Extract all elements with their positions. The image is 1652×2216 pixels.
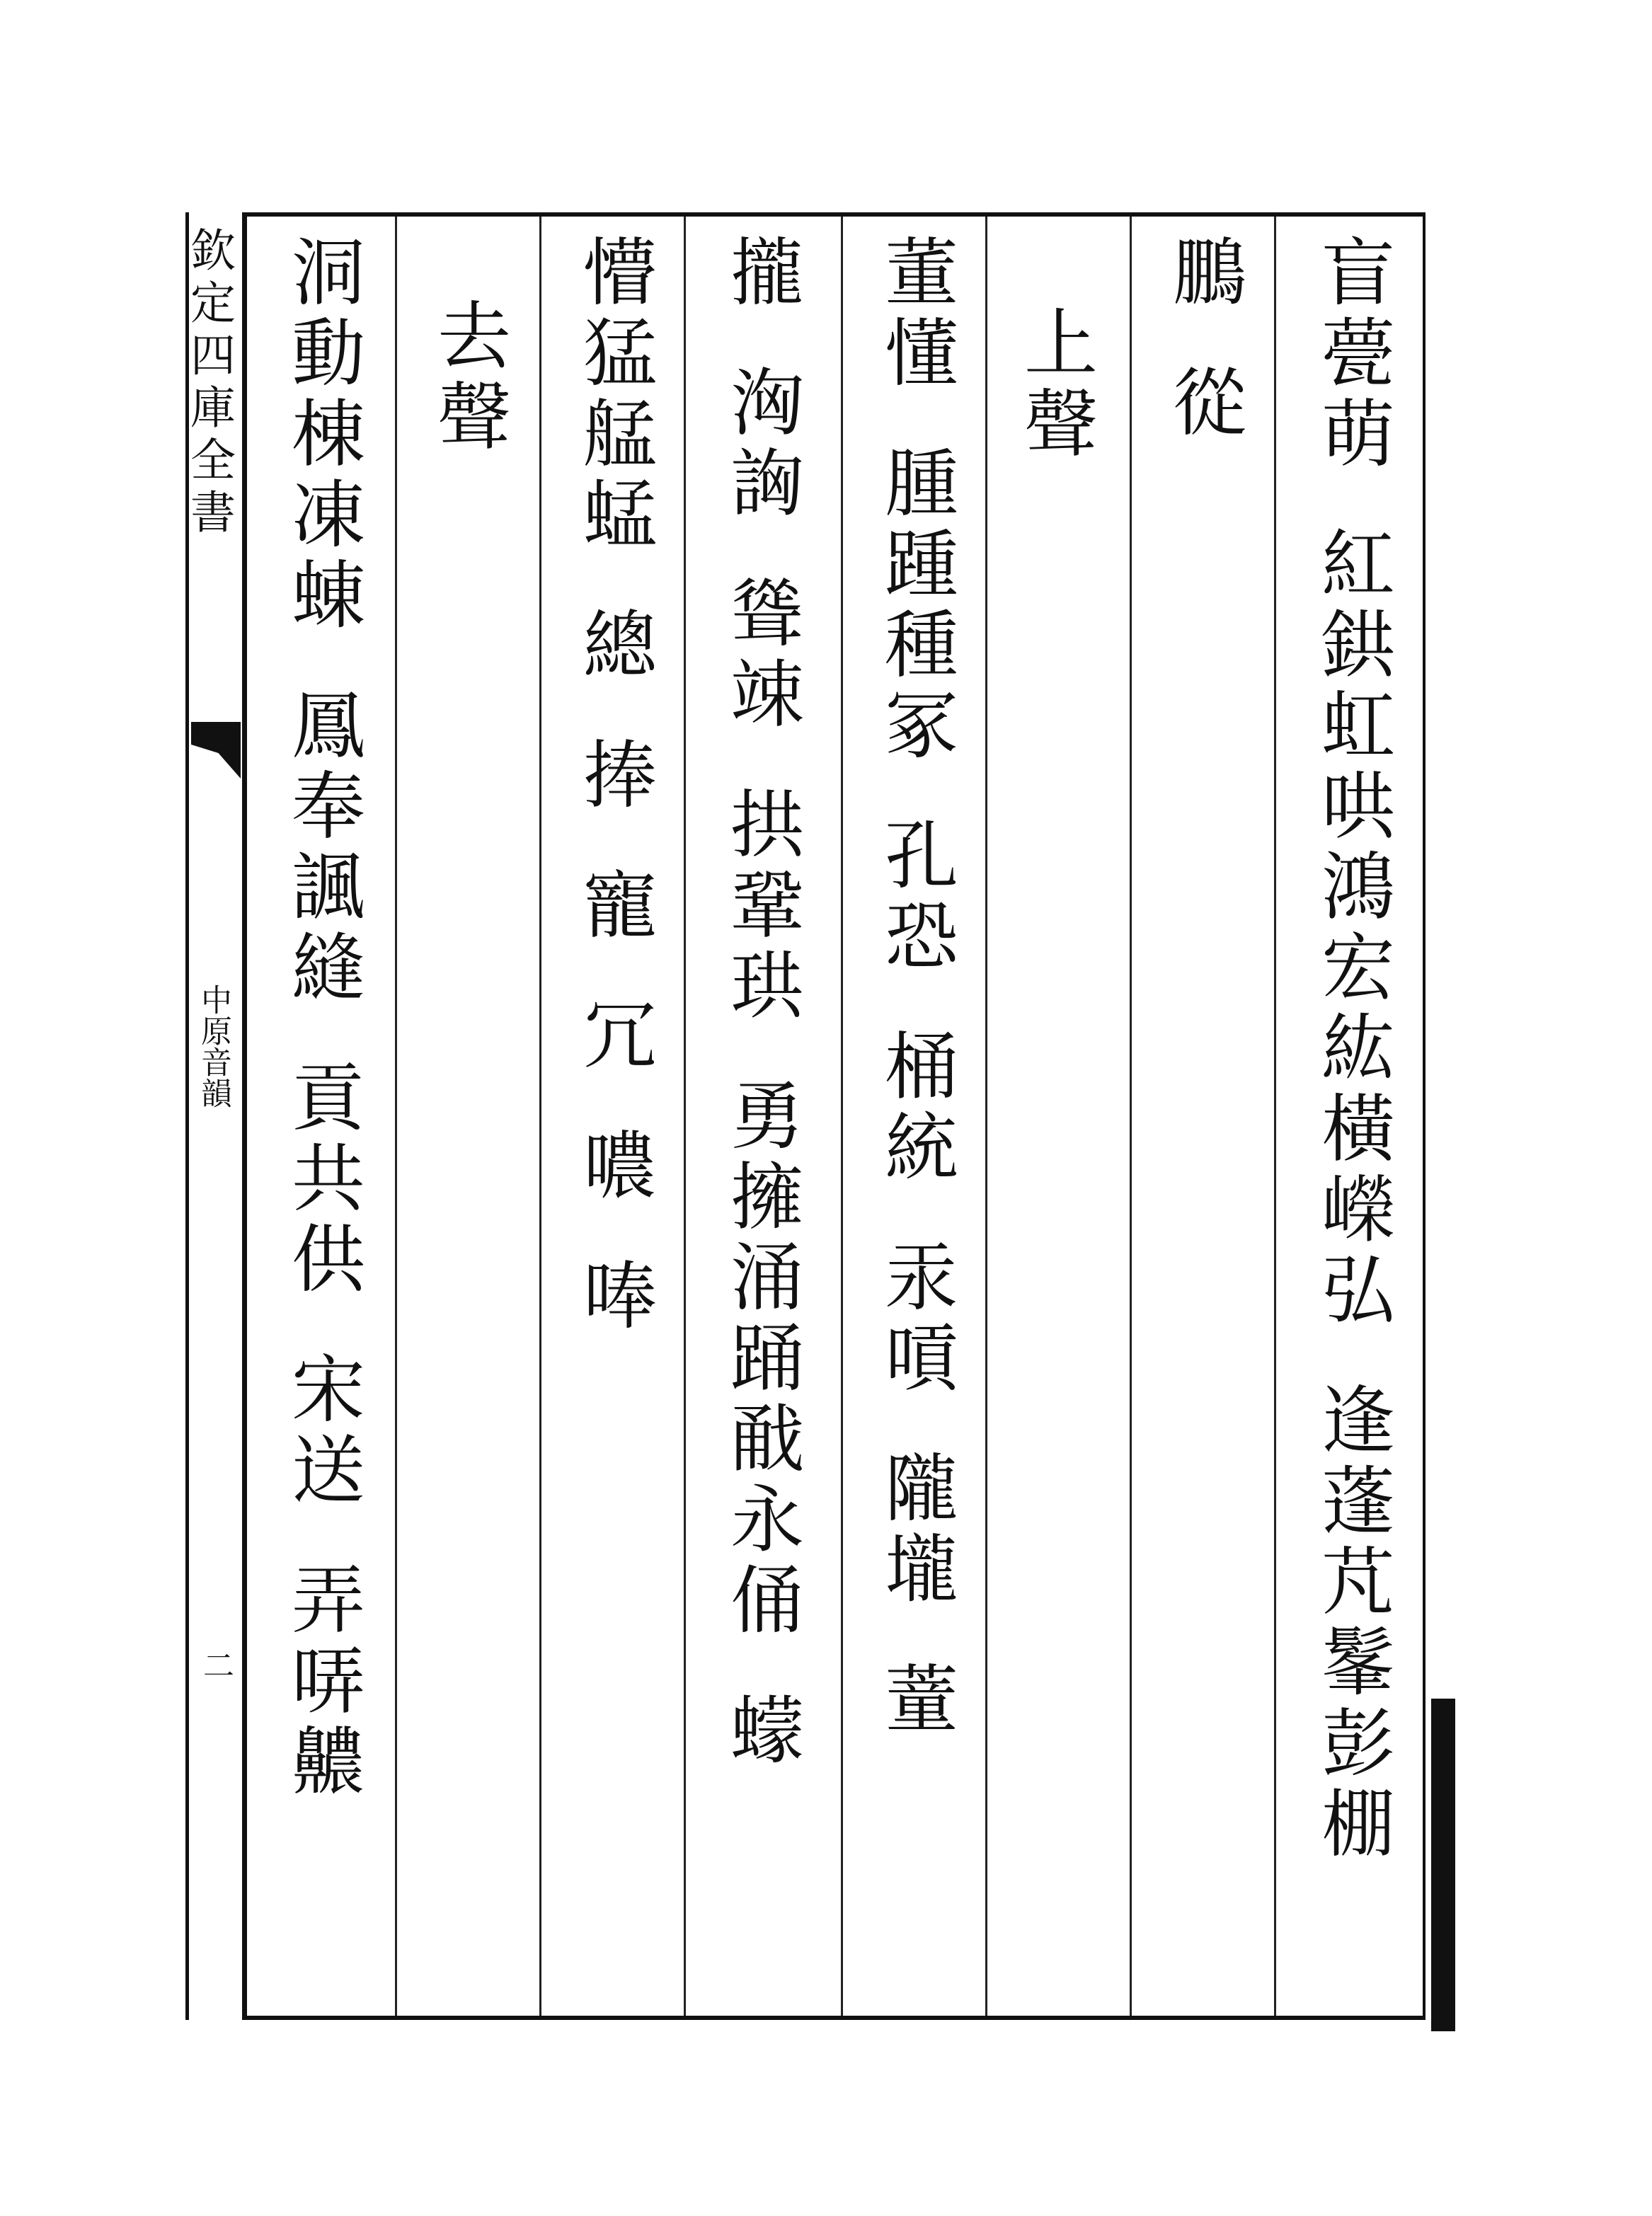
margin-page-number: 二 (197, 1649, 234, 1680)
column-group: 唪 (570, 1257, 657, 1338)
column-group: 攏 (718, 234, 804, 314)
column-group: 弄哢齈 (279, 1561, 365, 1803)
edge-bar (1431, 1699, 1455, 2031)
column-group: 貢共供 (279, 1059, 365, 1301)
column-group: 懵猛艋蜢 (570, 234, 657, 556)
column-divider (539, 217, 541, 2016)
column-divider (841, 217, 843, 2016)
section-heading: 去聲 (425, 297, 511, 459)
column-group: 蠓 (718, 1692, 804, 1772)
text-column-5 (694, 234, 828, 2003)
column-group: 桶統 (872, 1028, 958, 1189)
column-divider (1274, 217, 1276, 2016)
column-group: 董懂 (872, 234, 958, 395)
text-column-6 (546, 234, 681, 2003)
margin-book-title: 中原音韻 (195, 984, 231, 1108)
column-divider (1130, 217, 1132, 2016)
text-column-8 (255, 234, 389, 2003)
section-heading: 上聲 (1011, 304, 1098, 466)
column-group: 勇擁涌踊㦷永俑 (718, 1077, 804, 1642)
column-group: 宋送 (279, 1350, 365, 1512)
column-group: 鵬 (1160, 234, 1246, 314)
column-group: 孔恐 (872, 817, 958, 978)
text-column-7 (401, 297, 535, 2067)
text-column-2 (1136, 234, 1270, 2003)
column-group: 冗 (570, 997, 657, 1077)
column-group: 紅鉷虹哄鴻宏紘橫嶸弘 (1309, 525, 1395, 1332)
column-group: 捧 (570, 736, 657, 817)
column-group: 噥 (570, 1127, 657, 1207)
column-group: 腫踵種冢 (872, 444, 958, 767)
column-group: 洶詾 (718, 364, 804, 525)
column-group: 隴壠 (872, 1449, 958, 1611)
column-divider (684, 217, 686, 2016)
column-divider (395, 217, 397, 2016)
column-group: 寵 (570, 866, 657, 947)
column-group: 洞動棟凍蝀 (279, 234, 365, 637)
column-group: 拱鞏珙 (718, 786, 804, 1028)
column-group: 逢蓬芃髼彭棚 (1309, 1382, 1395, 1866)
column-group: 盲甍萌 (1309, 234, 1395, 476)
text-column-1 (1285, 234, 1419, 2003)
column-group: 從 (1160, 364, 1246, 444)
column-group: 蕫 (872, 1660, 958, 1741)
column-group: 鳳奉諷縫 (279, 687, 365, 1009)
column-group: 總 (570, 606, 657, 687)
text-column-4 (848, 234, 982, 2003)
column-group: 聳竦 (718, 575, 804, 736)
margin-series-title: 欽定四庫全書 (183, 226, 235, 541)
column-group: 汞嗊 (872, 1239, 958, 1400)
text-column-3 (987, 304, 1122, 2074)
